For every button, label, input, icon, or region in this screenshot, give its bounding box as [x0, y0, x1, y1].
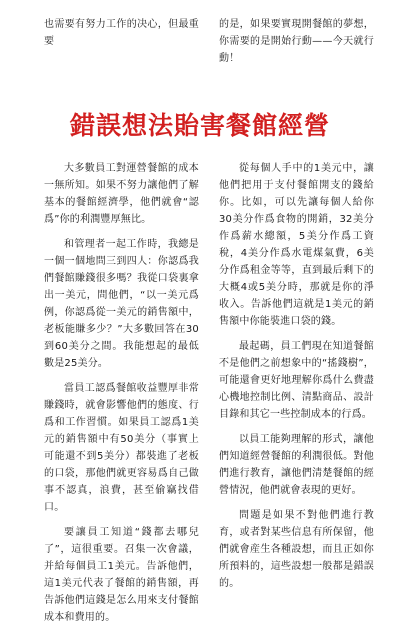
article-title: 錯誤想法貽害餐館經營: [69, 111, 330, 140]
top-right-text: 的是，如果要實現開餐館的夢想，你需要的是開始行動——今天就行動！: [219, 19, 374, 64]
left-column: [44, 160, 199, 634]
left-paragraph-2: 和管理者一起工作時，我總是一個一個地問三到四人：你認爲我們餐館賺錢很多嗎？我從口袋裏拿出一美元，問他們，“以一美元爲例，你認爲從一美元的銷售額中，老板能賺多少？”大多數回答在30到60美分之間。我能想起的最低數是25美分。: [44, 239, 199, 369]
right-paragraph-4: 問題是如果不對他們進行教育，或者對某些信息有所保留，他們就會産生各種設想，而且正如你所預料的，這些設想一般都是錯誤的。: [219, 510, 374, 589]
top-left-text: 也需要有努力工作的决心，但最重要: [44, 19, 199, 47]
article-body: [44, 160, 374, 634]
left-paragraph-1: 大多數員工對運營餐館的成本一無所知。如果不努力讓他們了解基本的餐館經濟學，他們就會“認爲”你的利潤豐厚無比。: [44, 163, 199, 225]
right-paragraph-1: 從每個人手中的1美元中，讓他們把用于支付餐館開支的錢給你。比如，可以先讓每個人給你30美分作爲食物的開銷，32美分作爲薪水總額，5美分作爲工資稅，4美分作爲水電煤氣費，6美分作爲租金等等，直到最后剩下的大概4或5美分時，那就是你的淨收入。告訴他們這就是1美元的銷售額中你能裝進口袋的錢。: [219, 163, 374, 327]
left-paragraph-3: 當員工認爲餐館收益豐厚非常賺錢時，就會影響他們的態度、行爲和工作習慣。如果員工認爲1美元的銷售額中有50美分（事實上可能還不到5美分）都裝進了老板的口袋，那他們就更容易爲自己做事不認真，浪費，甚至偷竊找借口。: [44, 383, 199, 513]
left-paragraph-4: 要讓員工知道“錢都去哪兒了”，這很重要。召集一次會議，并給每個員工1美元。告訴他們，這1美元代表了餐館的銷售額，再告訴他們這錢是怎么用來支付餐館成本和費用的。: [44, 527, 199, 623]
right-paragraph-3: 以員工能夠理解的形式，讓他們知道經營餐館的利潤很低。對他們進行教育，讓他們清楚餐館的經營情況，他們就會表現的更好。: [219, 434, 374, 496]
top-continuation: [44, 16, 374, 67]
right-paragraph-2: 最起碼，員工們現在知道餐館不是他們之前想象中的“搖錢樹”，可能還會更好地理解你爲什么費盡心機地控制比例、清點商品、設計目錄和其它一些控制成本的行爲。: [219, 341, 374, 420]
right-column: [219, 160, 374, 634]
